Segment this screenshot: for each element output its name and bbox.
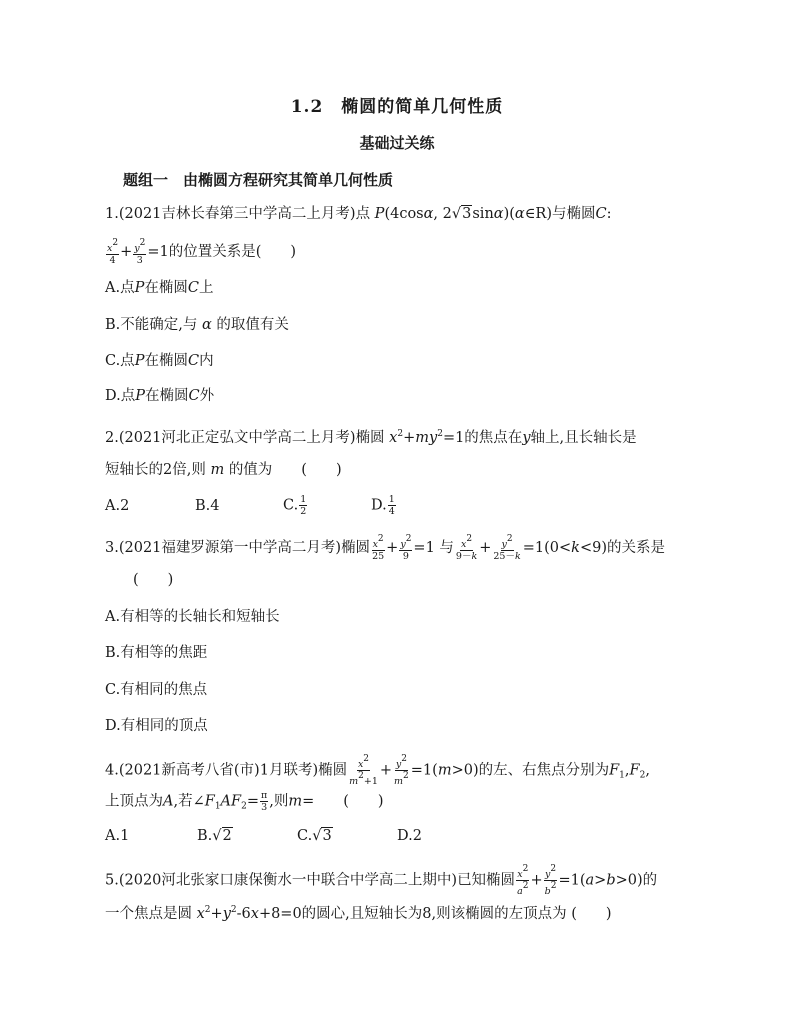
q3-stem-line1: 3.(2021福建罗源第一中学高二月考)椭圆 $\frac{x2}{25}$ + $\frac{y2}{9}$ =1 与 $\frac{x2}{9-k}$ + $\frac{y2}{25-k}$ =1(0<k<9)的关系是 (105, 534, 665, 562)
q4-stem-line2: 上顶点为A,若$\angle F_1AF_2=$ $\frac{\pi}{3}$ ,则m= ( ) (105, 790, 384, 813)
q5-stem-line1: 5.(2020河北张家口康保衡水一中联合中学高二上期中)已知椭圆 $\frac{x2}{a2}$ + $\frac{y2}{b2}$ =1(a>b>0)的 (105, 864, 658, 897)
q3-option-c: C.有相同的焦点 (105, 682, 208, 698)
q2-stem-line2: 短轴长的2倍,则 m 的值为 ( ) (105, 462, 342, 478)
q2-stem-line1: 2.(2021河北正定弘文中学高二上月考)椭圆 $x^2+my^2=1$的焦点在y轴上,且长轴长是 (105, 429, 637, 446)
q4-options: A.1 B.√2 C.√3 D.2 (105, 828, 422, 844)
page-title: 1.2 椭圆的简单几何性质 (290, 97, 504, 117)
q3-option-a: A.有相等的长轴长和短轴长 (105, 609, 280, 625)
q1-stem-line1: 1.(2021吉林长春第三中学高二上月考)点 P(4cosα, 2√3sinα)(α∈R)与椭圆C: (105, 206, 612, 222)
section-subtitle: 基础过关练 (359, 134, 435, 152)
q4-stem-line1: 4.(2021新高考八省(市)1月联考)椭圆 $\frac{x2}{m2+1}$ + $\frac{y2}{m2}$ =1(m>0)的左、右焦点分别为$F_1,F_2$, (105, 754, 650, 787)
q2-options: A.2 B.4 C. $\frac{1}{2}$ D. $\frac{1}{4}$ (105, 494, 395, 517)
q3-option-b: B.有相等的焦距 (105, 645, 208, 661)
q1-stem-line2: $\frac{x2}{4}$ + $\frac{y2}{3}$ =1的位置关系是( ) (107, 238, 297, 266)
q1-option-a: A.点P在椭圆C上 (105, 280, 214, 296)
problem-group-heading: 题组一 由椭圆方程研究其简单几何性质 (123, 171, 394, 189)
q1-option-c: C.点P在椭圆C内 (105, 353, 214, 369)
q1-option-b: B.不能确定,与 α 的取值有关 (105, 317, 289, 333)
q3-answer-paren: ( ) (133, 572, 174, 588)
q5-stem-line2: 一个焦点是圆 $x^2+y^2-6x+8=0$的圆心,且短轴长为8,则该椭圆的左顶点为 ( ) (105, 905, 612, 922)
q3-option-d: D.有相同的顶点 (105, 718, 208, 734)
q1-option-d: D.点P在椭圆C外 (105, 388, 215, 404)
